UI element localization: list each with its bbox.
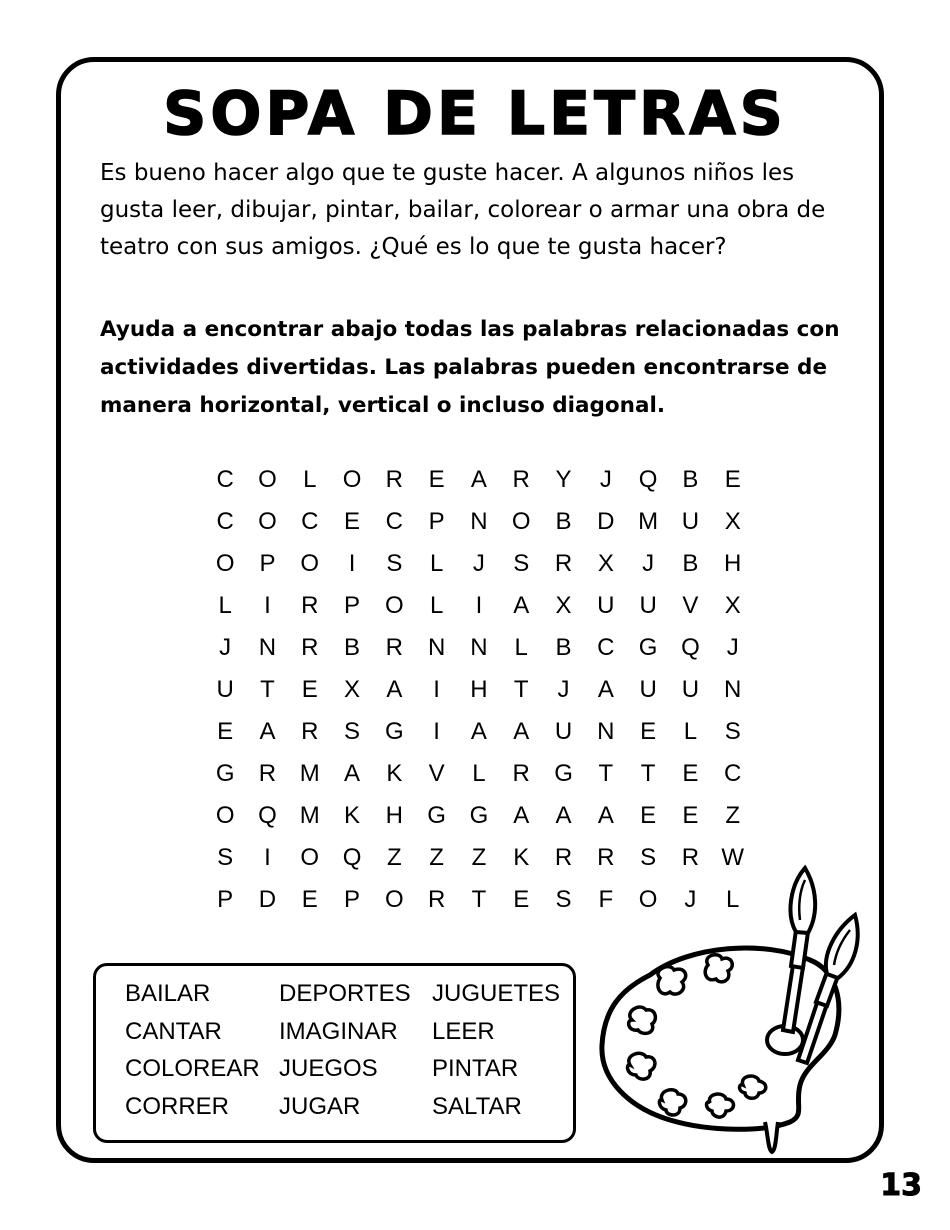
- grid-letter: U: [597, 592, 615, 619]
- grid-letter: D: [258, 886, 277, 913]
- grid-letter: R: [301, 718, 319, 745]
- grid-letter: A: [513, 802, 530, 829]
- grid-letter: R: [258, 760, 277, 787]
- grid-letter: I: [264, 844, 271, 871]
- grid-letter: C: [724, 760, 742, 787]
- grid-letter: E: [301, 676, 318, 703]
- word-list-column: [279, 975, 411, 1125]
- grid-letter: J: [642, 550, 655, 577]
- grid-letter: A: [555, 802, 572, 829]
- grid-letter: H: [724, 550, 742, 577]
- grid-letter: R: [512, 760, 530, 787]
- grid-letter: O: [300, 844, 320, 871]
- grid-letter: K: [386, 760, 403, 787]
- grid-row: [204, 711, 754, 753]
- grid-letter: O: [215, 802, 235, 829]
- word-list-item: CORRER: [125, 1092, 230, 1120]
- grid-letter: L: [726, 886, 740, 913]
- grid-letter: T: [513, 676, 529, 703]
- grid-letter: X: [597, 550, 614, 577]
- grid-letter: R: [554, 844, 573, 871]
- grid-letter: D: [597, 508, 615, 535]
- grid-letter: O: [258, 508, 277, 535]
- grid-row: [204, 585, 754, 627]
- grid-letter: U: [639, 676, 657, 703]
- grid-letter: E: [428, 466, 445, 493]
- grid-letter: R: [554, 550, 573, 577]
- intro-paragraph: Es bueno hacer algo que te guste hacer. A algunos niños les gusta leer, dibujar, pintar, bailar, colorear o armar una obra de teatro con sus amigos. ¿Qué es lo que te gusta hacer?: [100, 160, 826, 260]
- grid-letter: X: [555, 592, 572, 619]
- grid-letter: L: [514, 634, 528, 661]
- grid-letter: C: [385, 508, 403, 535]
- grid-letter: E: [682, 802, 699, 829]
- grid-letter: S: [513, 550, 530, 577]
- grid-letter: A: [597, 802, 614, 829]
- grid-letter: J: [726, 634, 739, 661]
- grid-letter: O: [385, 592, 404, 619]
- grid-letter: S: [386, 550, 403, 577]
- grid-letter: A: [597, 676, 614, 703]
- grid-letter: E: [682, 760, 699, 787]
- grid-letter: Q: [342, 844, 362, 871]
- grid-letter: H: [385, 802, 403, 829]
- grid-letter: M: [299, 760, 320, 787]
- grid-letter: E: [217, 718, 234, 745]
- grid-letter: B: [344, 634, 361, 661]
- word-list-item: COLOREAR: [125, 1055, 260, 1082]
- grid-letter: O: [215, 550, 235, 577]
- grid-letter: N: [470, 508, 488, 535]
- grid-letter: Q: [258, 802, 277, 829]
- grid-letter: P: [344, 592, 361, 619]
- word-list-item: DEPORTES: [279, 980, 411, 1007]
- grid-letter: I: [348, 550, 356, 577]
- grid-row: [204, 543, 754, 585]
- grid-letter: A: [386, 676, 403, 703]
- grid-letter: X: [724, 592, 741, 619]
- grid-letter: Y: [555, 466, 572, 493]
- grid-letter: O: [258, 466, 277, 493]
- grid-letter: C: [216, 466, 234, 493]
- grid-row: [204, 753, 754, 795]
- grid-letter: M: [638, 508, 659, 535]
- grid-letter: Z: [387, 844, 402, 871]
- grid-letter: I: [264, 592, 271, 619]
- grid-letter: U: [216, 676, 234, 703]
- grid-letter: E: [640, 802, 657, 829]
- grid-letter: C: [301, 508, 319, 535]
- grid-letter: S: [217, 844, 234, 871]
- grid-letter: B: [555, 508, 572, 535]
- grid-letter: N: [597, 718, 615, 745]
- grid-letter: U: [554, 718, 573, 745]
- grid-letter: E: [344, 508, 361, 535]
- grid-letter: M: [299, 802, 320, 829]
- grid-letter: T: [260, 676, 275, 703]
- grid-letter: P: [428, 508, 445, 535]
- grid-letter: O: [638, 886, 658, 913]
- word-list-item: JUGAR: [279, 1092, 361, 1120]
- word-list-item: PINTAR: [432, 1055, 519, 1082]
- grid-letter: E: [724, 466, 741, 493]
- grid-letter: H: [470, 676, 488, 703]
- grid-letter: X: [724, 508, 741, 535]
- grid-letter: X: [344, 676, 361, 703]
- grid-letter: Q: [638, 466, 658, 493]
- grid-letter: A: [513, 718, 530, 745]
- page-number: 13: [880, 1168, 922, 1203]
- grid-letter: A: [470, 466, 487, 493]
- grid-letter: C: [597, 634, 615, 661]
- grid-letter: A: [259, 718, 276, 745]
- grid-letter: T: [471, 886, 487, 913]
- word-list-item: JUGUETES: [432, 980, 561, 1007]
- word-list-column: [125, 975, 260, 1125]
- grid-letter: S: [640, 844, 657, 871]
- word-list-item: SALTAR: [432, 1092, 522, 1120]
- grid-letter: C: [216, 508, 234, 535]
- grid-letter: U: [681, 508, 700, 535]
- grid-letter: I: [433, 676, 440, 703]
- grid-letter: N: [258, 634, 277, 661]
- grid-letter: E: [513, 886, 530, 913]
- grid-letter: W: [721, 844, 745, 871]
- grid-letter: G: [554, 760, 573, 787]
- grid-letter: E: [301, 886, 318, 913]
- grid-letter: B: [555, 634, 572, 661]
- grid-letter: R: [385, 466, 403, 493]
- grid-letter: V: [682, 592, 699, 619]
- grid-letter: I: [475, 592, 483, 619]
- grid-letter: R: [597, 844, 615, 871]
- grid-letter: J: [472, 550, 485, 577]
- grid-row: [204, 669, 754, 711]
- paint-palette-icon: [590, 860, 880, 1160]
- grid-letter: K: [344, 802, 361, 829]
- grid-letter: N: [724, 676, 742, 703]
- grid-letter: T: [640, 760, 656, 787]
- grid-letter: R: [512, 466, 530, 493]
- grid-letter: J: [219, 634, 232, 661]
- grid-letter: U: [681, 676, 700, 703]
- grid-letter: U: [639, 592, 657, 619]
- word-list-item: JUEGOS: [279, 1055, 378, 1082]
- grid-letter: P: [344, 886, 361, 913]
- grid-letter: O: [300, 550, 320, 577]
- grid-letter: L: [429, 550, 444, 577]
- grid-letter: S: [555, 886, 572, 913]
- word-list-item: BAILAR: [125, 980, 211, 1007]
- grid-letter: Z: [471, 844, 487, 871]
- grid-letter: N: [470, 634, 488, 661]
- grid-row: [204, 459, 754, 501]
- grid-letter: R: [301, 592, 319, 619]
- grid-letter: T: [598, 760, 614, 787]
- grid-row: [204, 795, 754, 837]
- grid-letter: L: [429, 592, 444, 619]
- grid-letter: A: [344, 760, 361, 787]
- grid-letter: O: [342, 466, 362, 493]
- grid-letter: P: [217, 886, 234, 913]
- grid-letter: L: [683, 718, 698, 745]
- grid-letter: R: [681, 844, 700, 871]
- grid-letter: G: [385, 718, 404, 745]
- word-list-item: CANTAR: [125, 1017, 222, 1045]
- grid-row: [204, 501, 754, 543]
- grid-letter: J: [684, 886, 697, 913]
- grid-letter: J: [557, 676, 570, 703]
- grid-letter: R: [427, 886, 446, 913]
- grid-letter: G: [638, 634, 658, 661]
- grid-letter: O: [385, 886, 404, 913]
- grid-letter: G: [215, 760, 235, 787]
- grid-letter: V: [428, 760, 445, 787]
- grid-letter: F: [598, 886, 614, 913]
- grid-letter: O: [511, 508, 531, 535]
- grid-letter: I: [433, 718, 440, 745]
- grid-letter: R: [301, 634, 319, 661]
- grid-letter: B: [682, 466, 699, 493]
- grid-letter: A: [470, 718, 487, 745]
- grid-letter: L: [303, 466, 317, 493]
- grid-letter: Z: [429, 844, 444, 871]
- grid-row: [204, 627, 754, 669]
- grid-letter: P: [259, 550, 276, 577]
- grid-letter: A: [513, 592, 530, 619]
- page-title: SOPA DE LETRAS: [163, 79, 787, 149]
- grid-letter: J: [599, 466, 612, 493]
- grid-letter: S: [724, 718, 741, 745]
- grid-letter: R: [385, 634, 403, 661]
- grid-letter: L: [472, 760, 486, 787]
- grid-letter: N: [427, 634, 446, 661]
- grid-letter: B: [682, 550, 699, 577]
- grid-letter: G: [427, 802, 446, 829]
- grid-letter: Z: [725, 802, 741, 829]
- grid-letter: S: [344, 718, 361, 745]
- grid-letter: G: [469, 802, 489, 829]
- grid-letter: L: [218, 592, 232, 619]
- word-search-grid: [204, 459, 754, 921]
- word-list-column: [432, 975, 560, 1125]
- grid-letter: K: [513, 844, 530, 871]
- word-list-item: LEER: [432, 1017, 495, 1045]
- word-list-item: IMAGINAR: [279, 1017, 398, 1045]
- instructions-paragraph: Ayuda a encontrar abajo todas las palabras relacionadas con actividades divertidas. Las palabras pueden encontrarse de manera horizontal, vertical o incluso diagonal.: [100, 317, 840, 418]
- grid-letter: E: [640, 718, 657, 745]
- grid-letter: Q: [681, 634, 700, 661]
